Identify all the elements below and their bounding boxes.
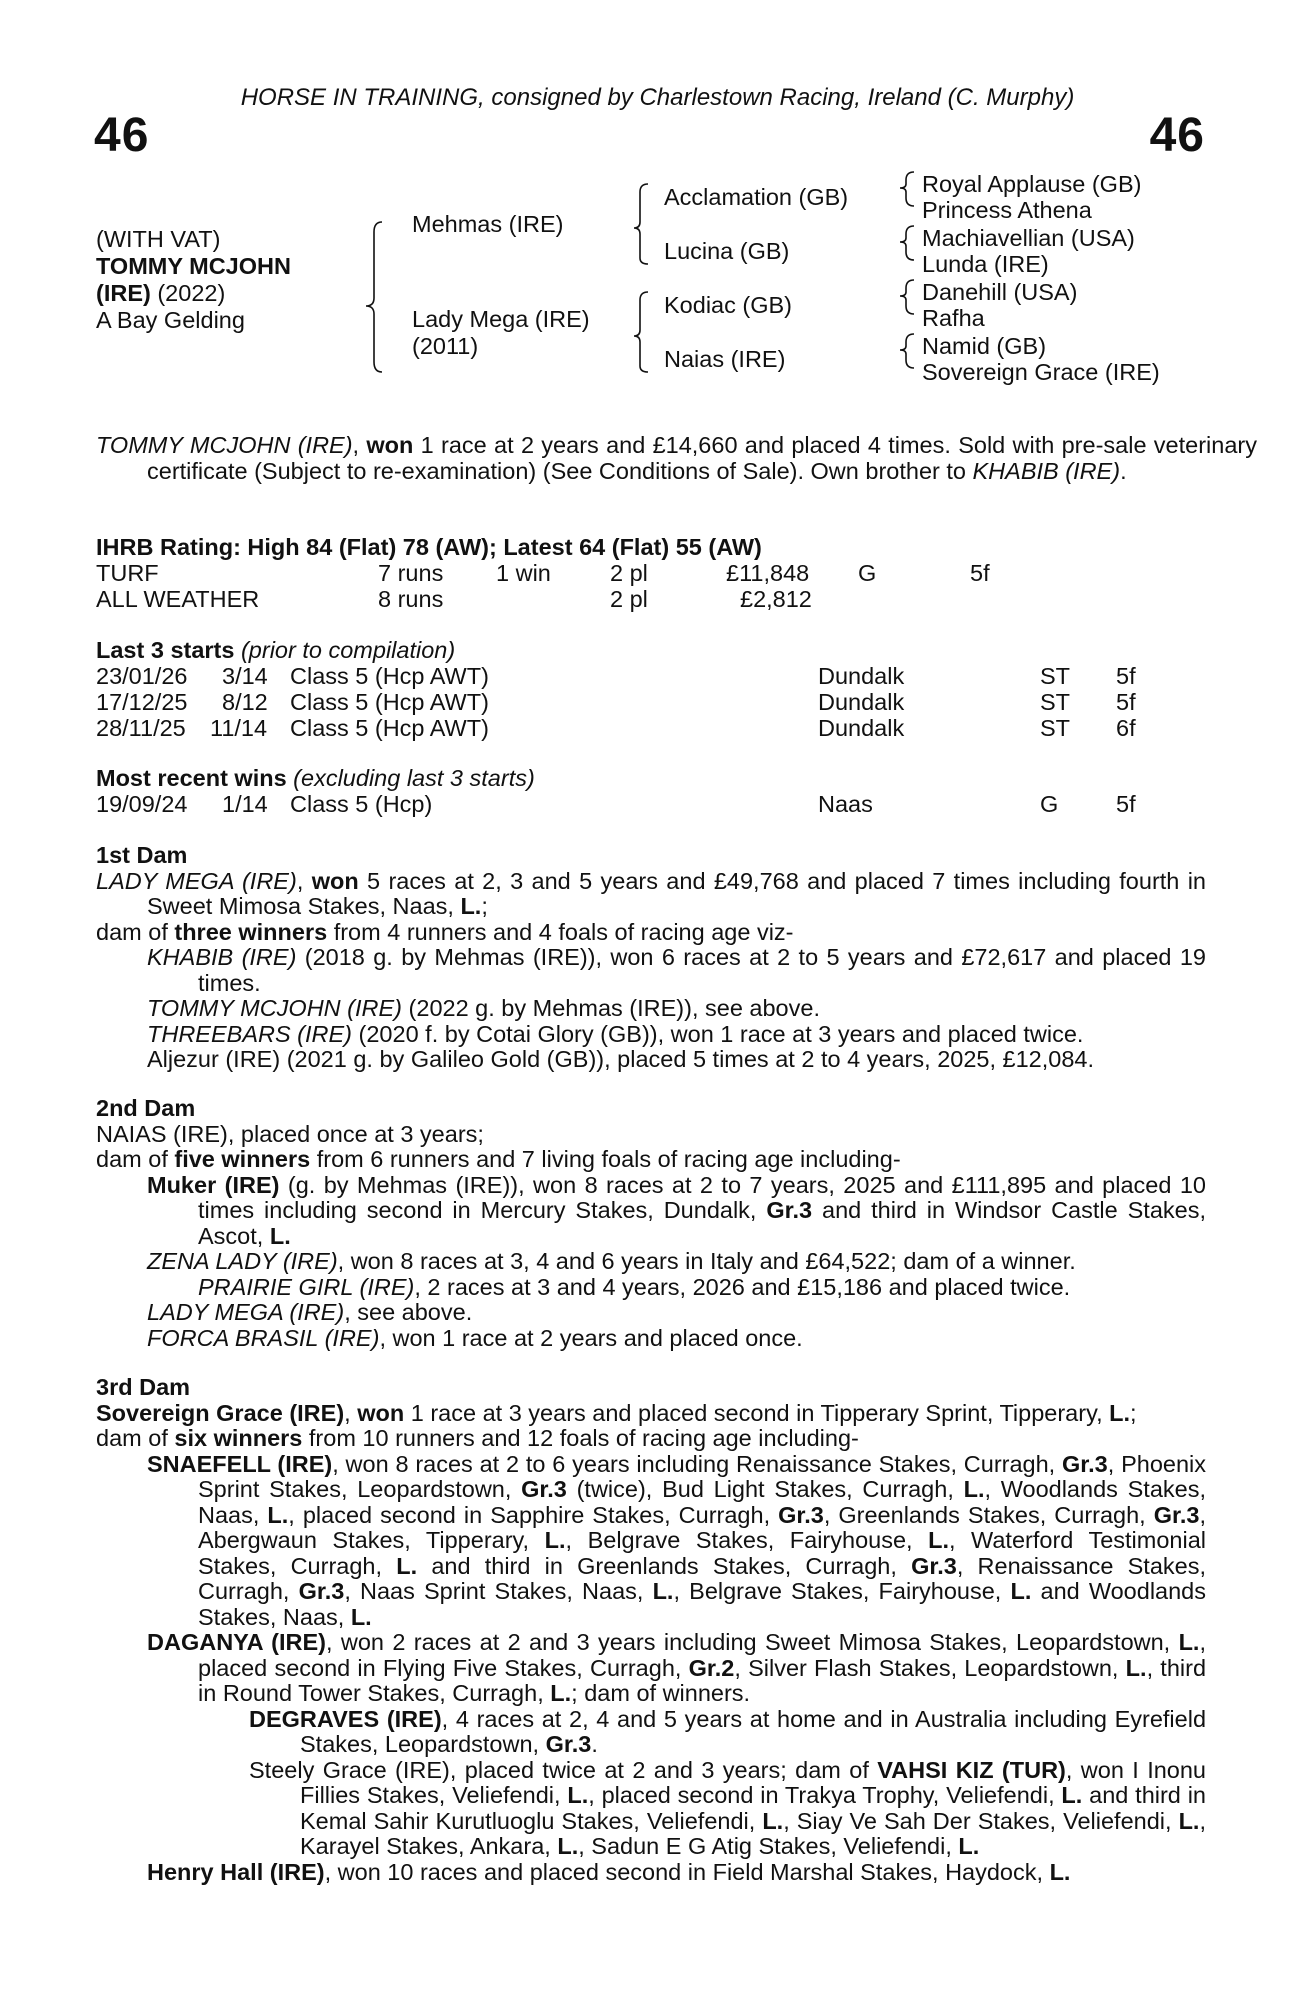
race-text: , placed second in Sapphire Stakes, Curragh,	[288, 1501, 779, 1528]
race-text: , won 2 races at 2 and 3 years including Sweet Mimosa Stakes, Leopardstown,	[325, 1629, 1179, 1655]
start-class: Class 5 (Hcp AWT)	[290, 715, 489, 741]
grade-mark: L.	[550, 1680, 572, 1706]
start-going: ST	[1040, 689, 1071, 715]
damof: dam of	[96, 918, 175, 945]
pedigree-sire-dam: Lucina (GB)	[664, 238, 790, 264]
pedigree-sss: Royal Applause (GB)	[922, 171, 1142, 197]
start-class: Class 5 (Hcp AWT)	[290, 689, 489, 715]
dam-name: Sovereign Grace (IRE)	[96, 1399, 345, 1426]
produce-text: , won 8 races at 3, 4 and 6 years in Italy and £64,522; dam of a winner.	[337, 1248, 1076, 1274]
recent-going: G	[1040, 791, 1059, 817]
race-text: , Naas Sprint Stakes, Naas,	[344, 1578, 653, 1604]
pedigree-dam-sire: Kodiac (GB)	[664, 292, 792, 318]
vat-note: (WITH VAT)	[96, 226, 221, 252]
pedigree-ssd: Princess Athena	[922, 197, 1092, 223]
produce-text: (2022 g. by Mehmas (IRE)), see above.	[402, 995, 820, 1021]
grade-mark: Gr.3	[521, 1476, 567, 1502]
grade-mark: L.	[928, 1527, 949, 1553]
recent-title: Most recent wins	[96, 765, 287, 791]
pedigree-dsd: Rafha	[922, 305, 985, 331]
damof: dam of	[96, 1425, 175, 1451]
produce-item-snaefell	[96, 1452, 1206, 1631]
pedigree-sire: Mehmas (IRE)	[412, 211, 564, 237]
grade-mark: Gr.3	[545, 1731, 592, 1757]
produce-name: Henry Hall (IRE)	[147, 1858, 325, 1885]
grade-mark: L.	[1178, 1807, 1200, 1834]
start-course: Dundalk	[818, 715, 905, 741]
produce-text: Aljezur (IRE) (2021 g. by Galileo Gold (GB)), placed 5 times at 2 to 4 years, 2025, £12,084.	[147, 1046, 1094, 1072]
rating-wins: 1 win	[496, 560, 551, 586]
dam-won: won	[311, 867, 359, 894]
summary-won: won	[366, 432, 414, 458]
grade-mark: L.	[652, 1578, 674, 1604]
race-text: , 4 races at 2, 4 and 5 years at home and in Australia including Eyrefield Stakes, Leopardstown,	[300, 1705, 1207, 1757]
produce-name: TOMMY MCJOHN (IRE)	[147, 995, 403, 1021]
grade-mark: L.	[567, 1782, 589, 1808]
summary-text: 1 race at 2 years and £14,660 and placed 4 times. Sold with pre-sale veterinary certificate (Subject to re-examination) (See Conditions of Sale). Own brother to	[147, 432, 1257, 484]
produce-name: VAHSI KIZ (TUR)	[877, 1756, 1066, 1783]
rating-runs: 7 runs	[378, 560, 444, 586]
grade-mark: L.	[1061, 1782, 1083, 1808]
start-course: Dundalk	[818, 663, 905, 689]
rating-surface: ALL WEATHER	[96, 586, 260, 612]
dam-text-end: ;	[481, 893, 488, 919]
race-text: , Siay Ve Sah Der Stakes, Veliefendi,	[783, 1807, 1179, 1834]
grade-mark: L.	[544, 1527, 566, 1553]
rating-runs: 8 runs	[378, 586, 444, 612]
horse-description: A Bay Gelding	[96, 307, 245, 333]
rating-prize: £2,812	[740, 586, 812, 612]
third-dam-heading: 3rd Dam	[96, 1374, 191, 1400]
dam-won: won	[357, 1399, 405, 1426]
listed-mark: L.	[269, 1222, 291, 1249]
second-dam-heading: 2nd Dam	[96, 1095, 196, 1121]
start-course: Dundalk	[818, 689, 905, 715]
race-text: , Abergwaun Stakes, Tipperary,	[198, 1501, 1206, 1553]
grade-mark: L.	[557, 1833, 579, 1859]
produce-text: (2020 f. by Cotai Glory (GB)), won 1 race at 3 years and placed twice.	[352, 1020, 1084, 1047]
produce-name: LADY MEGA (IRE)	[147, 1299, 345, 1325]
recent-course: Naas	[818, 791, 873, 817]
start-date: 23/01/26	[96, 663, 188, 689]
race-text: , Belgrave Stakes, Fairyhouse,	[673, 1578, 1011, 1604]
first-dam-record: LADY MEGA (IRE), won 5 races at 2, 3 and 5 years and £49,768 and placed 7 times including fourth in Sweet Mimosa Stakes, Naas, L.;	[96, 867, 1206, 919]
horse-origin: (IRE)	[96, 280, 151, 306]
grade-mark: L.	[1010, 1578, 1032, 1604]
produce-name: Muker (IRE)	[147, 1171, 280, 1198]
race-text: and Woodlands Stakes, Naas,	[198, 1578, 1206, 1630]
first-dam-produce-intro	[96, 920, 1206, 946]
race-text: , Sadun E G Atig Stakes, Veliefendi,	[578, 1833, 959, 1859]
grade-mark: Gr.3	[1153, 1501, 1200, 1528]
produce-name: THREEBARS (IRE)	[147, 1020, 352, 1047]
start-going: ST	[1040, 663, 1071, 689]
pedigree-brackets	[0, 0, 1315, 400]
recent-sub: (excluding last 3 starts)	[286, 765, 535, 791]
produce-item	[96, 1022, 1206, 1048]
produce-race-record	[198, 1451, 1206, 1630]
start-date: 28/11/25	[96, 715, 186, 741]
second-dam-record: NAIAS (IRE), placed once at 3 years;	[96, 1120, 484, 1147]
produce-item	[96, 1249, 1206, 1275]
pedigree-sdd: Lunda (IRE)	[922, 251, 1049, 277]
race-text: ; dam of winners.	[571, 1680, 751, 1706]
grade-mark: L.	[350, 1603, 372, 1630]
produce-name: DAGANYA (IRE)	[147, 1629, 326, 1655]
produce-text: and third in Windsor Castle Stakes, Ascot,	[198, 1197, 1206, 1249]
damof-end: from 6 runners and 7 living foals of racing age including-	[310, 1146, 901, 1172]
last3-heading	[96, 637, 455, 663]
race-text: , Woodlands Stakes, Naas,	[198, 1476, 1207, 1528]
first-dam-heading: 1st Dam	[96, 842, 188, 868]
produce-item-henry-hall	[96, 1860, 1206, 1886]
rating-surface: TURF	[96, 560, 159, 586]
third-dam-record: Sovereign Grace (IRE), won 1 race at 3 years and placed second in Tipperary Sprint, Tipperary, L.;	[96, 1399, 1137, 1426]
race-text: and third in Kemal Sahir Kurutluoglu Stakes, Veliefendi,	[300, 1782, 1206, 1834]
listed-mark: L.	[460, 893, 482, 919]
third-dam-section	[96, 1375, 1206, 1885]
race-text: , placed second in Flying Five Stakes, Curragh,	[198, 1629, 1206, 1681]
last3-title: Last 3 starts	[96, 637, 235, 663]
recent-date: 19/09/24	[96, 791, 188, 817]
grade-mark: Gr.3	[1062, 1450, 1108, 1477]
pedigree-sire-sire: Acclamation (GB)	[664, 184, 849, 210]
produce-race-record	[198, 1629, 1206, 1706]
race-text: , Waterford Testimonial Stakes, Curragh,	[198, 1527, 1207, 1579]
damof-end: from 10 runners and 12 foals of racing age including-	[302, 1425, 859, 1451]
summary-end: .	[1120, 457, 1127, 484]
race-text: , Karayel Stakes, Ankara,	[300, 1807, 1206, 1859]
produce-item	[96, 945, 1206, 996]
listed-mark: L.	[1109, 1399, 1131, 1426]
produce-text: , 2 races at 3 and 4 years, 2026 and £15,186 and placed twice.	[414, 1273, 1071, 1300]
race-text: , third in Round Tower Stakes, Curragh,	[198, 1654, 1207, 1706]
start-position: 11/14	[210, 715, 268, 741]
produce-text: , won 1 race at 2 years and placed once.	[379, 1324, 803, 1351]
lot-number-right: 46	[1149, 109, 1205, 162]
grade-mark: Gr.3	[778, 1501, 824, 1528]
grade-mark: Gr.3	[911, 1552, 957, 1579]
grade-mark: L.	[963, 1476, 985, 1502]
grandproduce-item-degraves	[147, 1707, 1206, 1758]
recent-class: Class 5 (Hcp)	[290, 791, 433, 817]
rating-going: G	[858, 560, 877, 586]
dam-text-end: ;	[1130, 1399, 1137, 1426]
race-text: .	[591, 1731, 598, 1757]
dam-text: 1 race at 3 years and placed second in Tipperary Sprint, Tipperary,	[404, 1399, 1110, 1426]
rating-placed: 2 pl	[610, 560, 648, 586]
produce-name: FORCA BRASIL (IRE)	[147, 1324, 380, 1351]
recent-position: 1/14	[222, 791, 268, 817]
pedigree-dss: Danehill (USA)	[922, 279, 1078, 305]
winners-count: six winners	[174, 1425, 303, 1451]
winners-count: five winners	[174, 1146, 311, 1172]
start-position: 3/14	[222, 663, 268, 689]
race-text: , Phoenix Sprint Stakes, Leopardstown,	[198, 1450, 1207, 1502]
race-text: , Greenlands Stakes, Curragh,	[823, 1501, 1154, 1528]
pedigree-ddd: Sovereign Grace (IRE)	[922, 359, 1160, 385]
pedigree-dam: Lady Mega (IRE)	[412, 306, 590, 332]
winners-count: three winners	[174, 918, 328, 945]
horse-name: TOMMY MCJOHN	[96, 253, 291, 279]
start-distance: 5f	[1116, 663, 1136, 689]
pedigree-dam-dam: Naias (IRE)	[664, 346, 786, 372]
rating-distance: 5f	[970, 560, 990, 586]
produce-text: Steely Grace (IRE), placed twice at 2 and 3 years; dam of	[249, 1756, 878, 1783]
first-dam-section	[96, 843, 1206, 1073]
produce-text: , won 10 races and placed second in Field Marshal Stakes, Haydock,	[324, 1858, 1050, 1885]
grade-mark: L.	[1125, 1654, 1147, 1681]
grade-mark: L.	[396, 1552, 418, 1579]
sale-title: HORSE IN TRAINING, consigned by Charlestown Racing, Ireland (C. Murphy)	[240, 84, 1075, 111]
recent-distance: 5f	[1116, 791, 1136, 817]
rating-prize: £11,848	[726, 560, 810, 586]
rating-placed: 2 pl	[610, 586, 648, 612]
rating-heading: IHRB Rating: High 84 (Flat) 78 (AW); Latest 64 (Flat) 55 (AW)	[96, 534, 762, 560]
produce-item	[96, 996, 1206, 1022]
race-text: , won 8 races at 2 to 6 years including Renaissance Stakes, Curragh,	[332, 1450, 1063, 1477]
race-text: , placed second in Trakya Trophy, Veliefendi,	[588, 1782, 1062, 1808]
race-text: and third in Greenlands Stakes, Curragh,	[417, 1552, 912, 1579]
race-text: , won I Inonu Fillies Stakes, Veliefendi,	[300, 1756, 1206, 1808]
grade-mark: L.	[762, 1807, 784, 1834]
summary-horse-name: TOMMY MCJOHN (IRE)	[96, 432, 353, 458]
produce-item	[96, 1047, 1206, 1073]
produce-item	[96, 1300, 1206, 1326]
produce-item	[96, 1326, 1206, 1352]
produce-name: ZENA LADY (IRE)	[147, 1248, 338, 1274]
produce-text: (2018 g. by Mehmas (IRE)), won 6 races at 2 to 5 years and £72,617 and placed 19 times.	[198, 944, 1206, 996]
start-date: 17/12/25	[96, 689, 188, 715]
grade-mark: Gr.2	[688, 1654, 735, 1681]
pedigree-dds: Namid (GB)	[922, 333, 1047, 359]
second-dam-produce-intro	[96, 1147, 1206, 1173]
grandproduce-item-steely-grace	[147, 1758, 1206, 1860]
horse-summary: TOMMY MCJOHN (IRE), won 1 race at 2 years and £14,660 and placed 4 times. Sold with pre-sale veterinary certificate (Subject to re-examination) (See Conditions of Sale). Own brother to KHABIB (IRE).	[96, 432, 1257, 484]
start-distance: 6f	[1116, 715, 1136, 741]
horse-year: (2022)	[150, 280, 226, 306]
race-text: , Belgrave Stakes, Fairyhouse,	[565, 1527, 929, 1553]
third-dam-produce-intro	[96, 1426, 1206, 1452]
produce-name: SNAEFELL (IRE)	[147, 1450, 333, 1477]
last3-sub: (prior to compilation)	[234, 637, 456, 663]
group-mark: Gr.3	[766, 1197, 813, 1223]
recent-heading	[96, 765, 535, 791]
produce-name: PRAIRIE GIRL (IRE)	[198, 1273, 415, 1300]
grade-mark: L.	[267, 1501, 289, 1528]
grandproduce-item	[96, 1275, 1206, 1301]
race-text: , Renaissance Stakes, Curragh,	[198, 1552, 1206, 1604]
grade-mark: Gr.3	[298, 1578, 345, 1604]
pedigree-dam-year: (2011)	[412, 333, 479, 359]
produce-name: KHABIB (IRE)	[147, 944, 297, 970]
grade-mark: L.	[958, 1833, 980, 1859]
produce-item-daganya	[96, 1630, 1206, 1707]
produce-item	[96, 1173, 1206, 1250]
dam-text: 5 races at 2, 3 and 5 years and £49,768 and placed 7 times including fourth in Sweet Mimosa Stakes, Naas,	[147, 867, 1206, 919]
start-position: 8/12	[222, 689, 268, 715]
start-going: ST	[1040, 715, 1071, 741]
start-distance: 5f	[1116, 689, 1136, 715]
summary-brother: KHABIB (IRE)	[972, 457, 1121, 484]
race-text: (twice), Bud Light Stakes, Curragh,	[566, 1476, 964, 1502]
grade-mark: L.	[1178, 1629, 1200, 1655]
dam-name: LADY MEGA (IRE)	[96, 867, 297, 894]
pedigree-sds: Machiavellian (USA)	[922, 225, 1135, 251]
lot-number-left: 46	[94, 109, 150, 162]
produce-text: (g. by Mehmas (IRE)), won 8 races at 2 to 7 years, 2025 and £111,895 and placed 10 times including second in Mercury Stakes, Dundalk,	[198, 1171, 1206, 1223]
race-text: , Silver Flash Stakes, Leopardstown,	[734, 1654, 1126, 1681]
produce-text: , see above.	[344, 1299, 473, 1325]
start-class: Class 5 (Hcp AWT)	[290, 663, 489, 689]
produce-name: DEGRAVES (IRE)	[249, 1705, 442, 1732]
second-dam-section	[96, 1096, 1206, 1351]
damof: dam of	[96, 1146, 175, 1172]
damof-end: from 4 runners and 4 foals of racing age viz-	[327, 918, 794, 945]
listed-mark: L.	[1049, 1858, 1071, 1885]
